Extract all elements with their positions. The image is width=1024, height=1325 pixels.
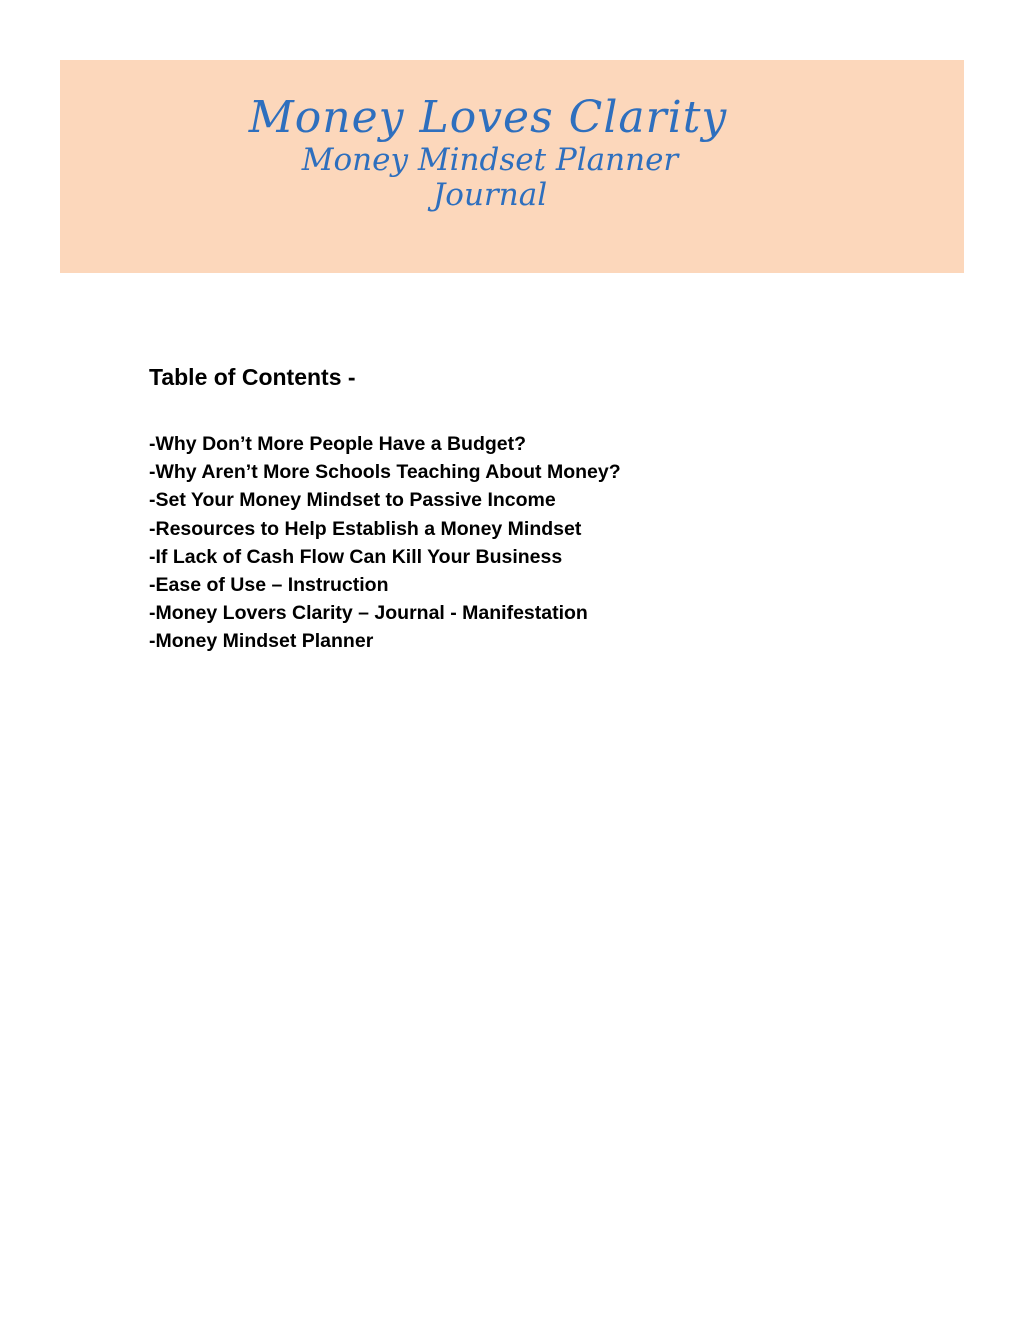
toc-item-budget: -Why Don’t More People Have a Budget? (149, 433, 527, 455)
toc-item-journal: -Money Lovers Clarity – Journal - Manifestation (149, 602, 588, 625)
document-title: Money Loves Clarity (248, 92, 728, 143)
toc-item-resources: -Resources to Help Establish a Money Mindset (149, 517, 582, 540)
toc-item-ease-of-use: -Ease of Use – Instruction (149, 574, 389, 597)
table-of-contents (149, 360, 949, 656)
toc-list (149, 430, 949, 656)
toc-item-cash-flow: -If Lack of Cash Flow Can Kill Your Business (149, 545, 563, 568)
document-subtitle-journal: Journal (432, 177, 548, 213)
toc-item-planner: -Money Mindset Planner (149, 630, 374, 653)
toc-heading: Table of Contents - (149, 364, 356, 390)
header-banner (60, 60, 964, 273)
toc-item-schools: -Why Aren’t More Schools Teaching About Money? (149, 461, 621, 484)
toc-item-passive-income: -Set Your Money Mindset to Passive Income (149, 489, 556, 512)
document-subtitle: Money Mindset Planner (301, 142, 679, 178)
